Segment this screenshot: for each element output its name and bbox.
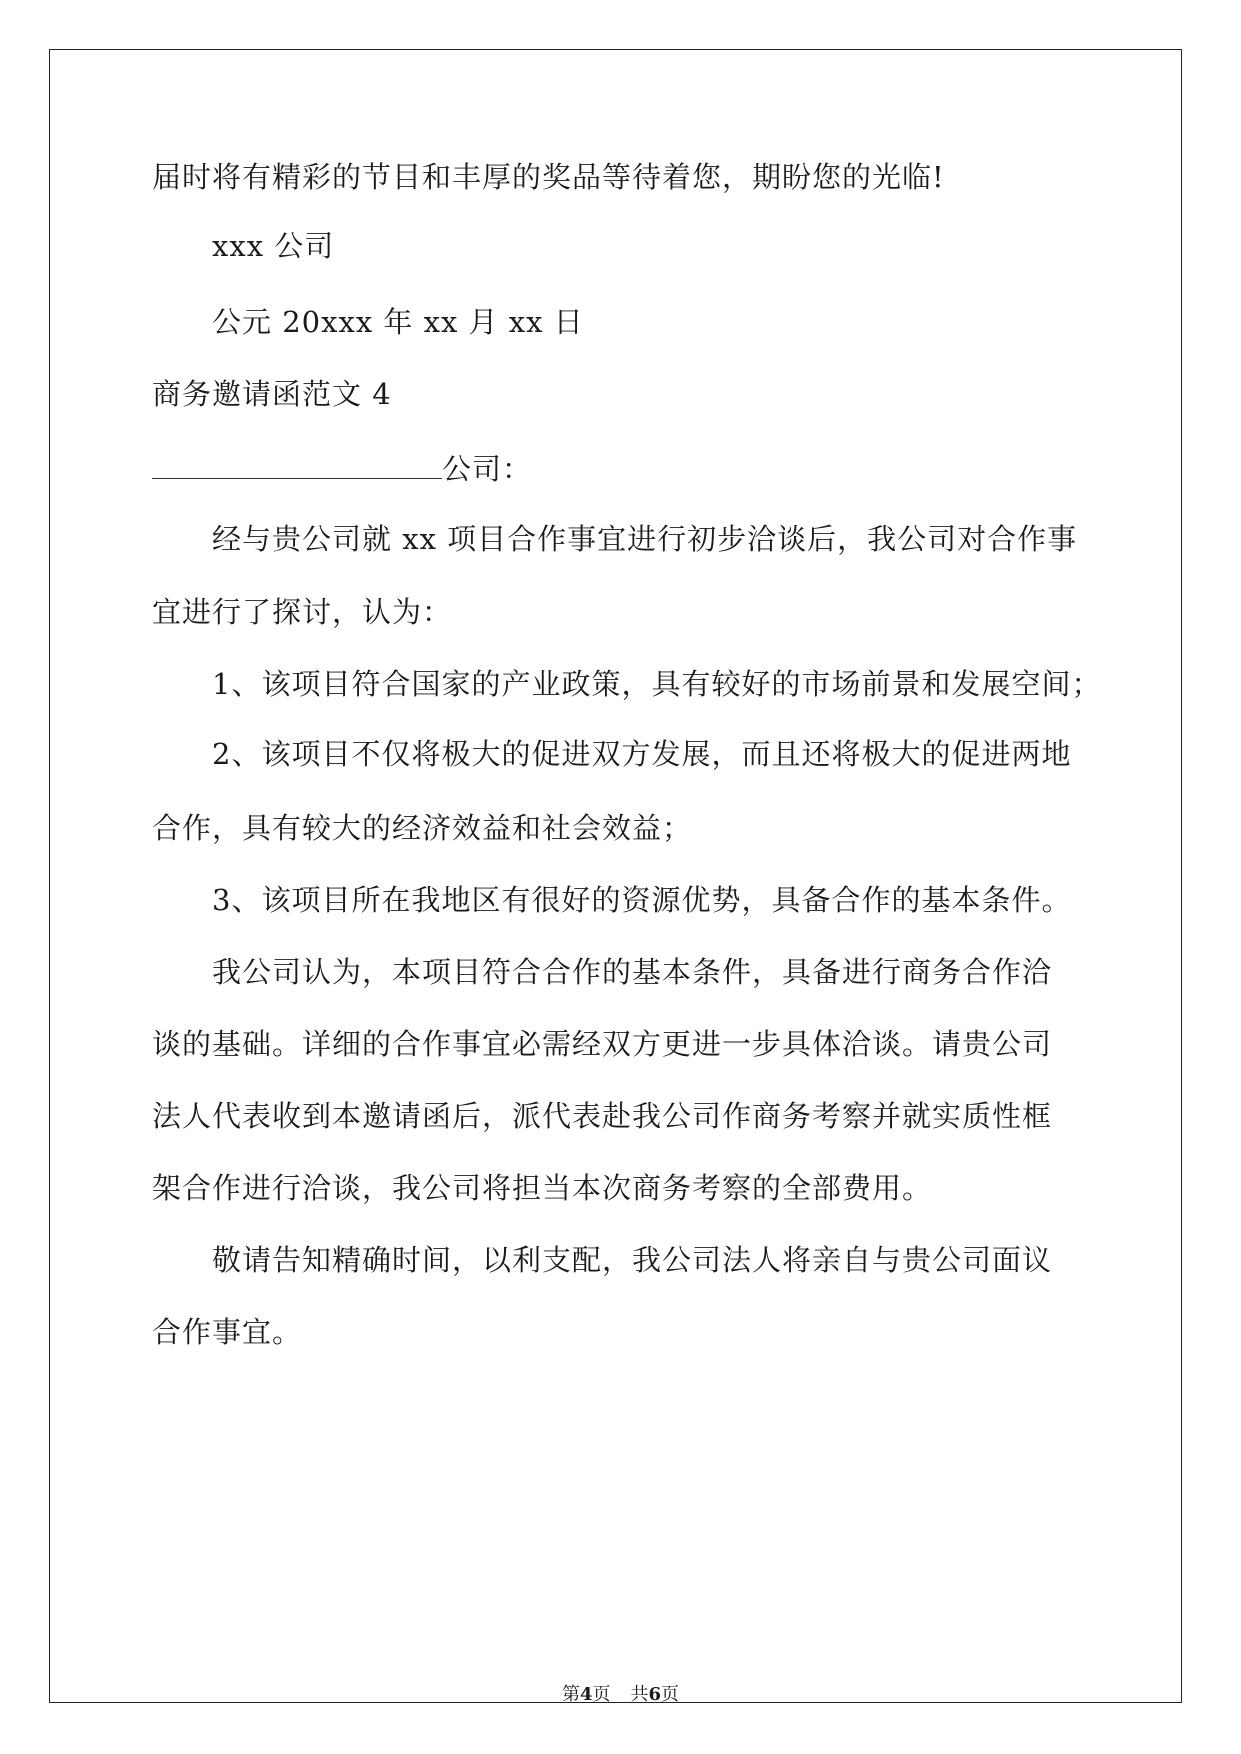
section-heading: 商务邀请函范文 4 — [152, 377, 392, 411]
company-signature: xxx 公司 — [212, 229, 335, 263]
total-pages: 6 — [648, 1684, 662, 1705]
total-suffix: 页 — [661, 1684, 680, 1705]
list-item-3: 3、该项目所在我地区有很好的资源优势，具备合作的基本条件。 — [212, 883, 1072, 917]
body-line-7: 敬请告知精确时间，以利支配，我公司法人将亲自与贵公司面议 — [212, 1243, 1053, 1277]
total-prefix: 共 — [630, 1684, 649, 1705]
list-item-2a: 2、该项目不仅将极大的促进双方发展，而且还将极大的促进两地 — [212, 737, 1072, 771]
list-item-2b: 合作，具有较大的经济效益和社会效益； — [152, 811, 693, 845]
body-line-4: 谈的基础。详细的合作事宜必需经双方更进一步具体洽谈。请贵公司 — [152, 1027, 1053, 1061]
page-border — [49, 49, 1182, 1703]
list-item-1: 1、该项目符合国家的产业政策，具有较好的市场前景和发展空间； — [212, 667, 1102, 701]
signature-date: 公元 20xxx 年 xx 月 xx 日 — [212, 305, 584, 339]
paragraph-line-1: 届时将有精彩的节目和丰厚的奖品等待着您，期盼您的光临! — [152, 160, 945, 194]
addressee-suffix: 公司： — [442, 452, 533, 486]
blank-fill-line — [152, 450, 442, 479]
body-line-8: 合作事宜。 — [152, 1315, 303, 1349]
body-line-3: 我公司认为，本项目符合合作的基本条件，具备进行商务合作洽 — [212, 955, 1053, 989]
page-current: 4 — [579, 1684, 593, 1705]
page-suffix: 页 — [592, 1684, 611, 1705]
addressee-line — [152, 449, 532, 489]
body-line-1: 经与贵公司就 xx 项目合作事宜进行初步洽谈后，我公司对合作事 — [212, 522, 1078, 556]
body-line-5: 法人代表收到本邀请函后，派代表赴我公司作商务考察并就实质性框 — [152, 1099, 1053, 1133]
body-line-2: 宜进行了探讨，认为： — [152, 595, 453, 629]
body-line-6: 架合作进行洽谈，我公司将担当本次商务考察的全部费用。 — [152, 1171, 933, 1205]
page-footer — [0, 1683, 1241, 1707]
page-prefix: 第 — [561, 1684, 580, 1705]
